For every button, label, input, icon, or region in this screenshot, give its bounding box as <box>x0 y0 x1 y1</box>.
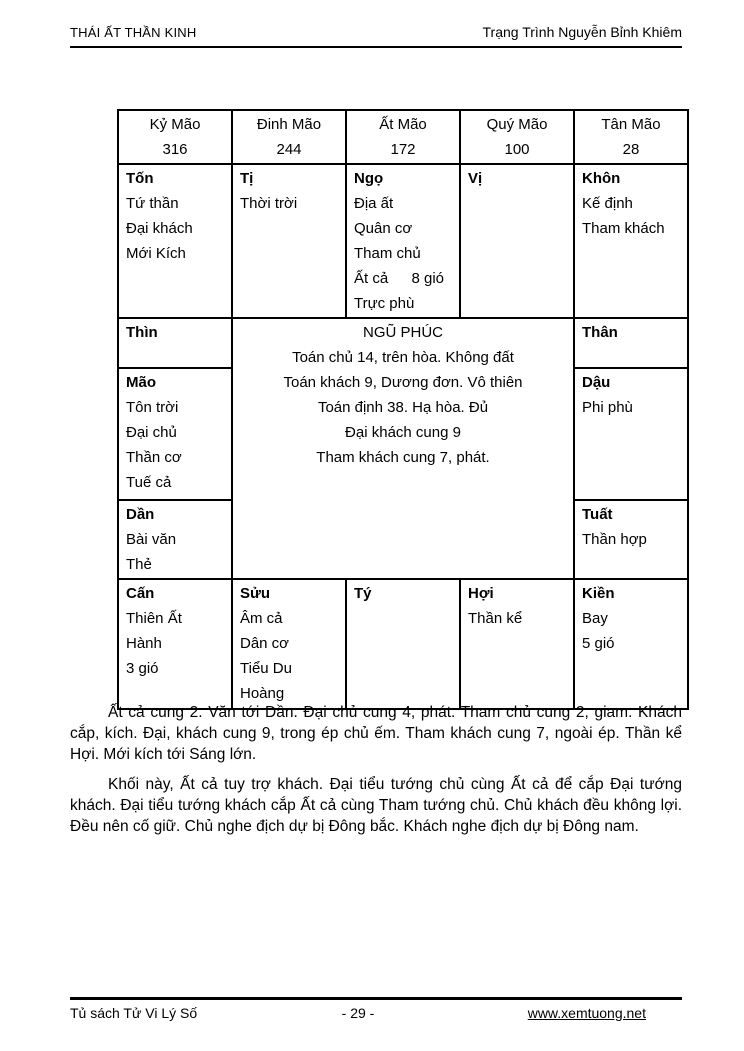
center-line: Toán khách 9, Dương đơn. Vô thiên <box>283 374 523 391</box>
palace-cell-kien <box>574 579 688 709</box>
palace-label: Tốn <box>126 170 154 187</box>
palace-cell-can <box>118 579 232 709</box>
palace-line: Phi phù <box>582 399 633 416</box>
palace-line: Tôn trời <box>126 399 179 416</box>
palace-label: Dần <box>126 506 155 523</box>
page-header <box>70 24 682 48</box>
palace-line: Đại chủ <box>126 424 177 441</box>
palace-label: Tuất <box>582 506 613 523</box>
palace-line: Bay <box>582 610 608 627</box>
palace-line: Tham khách <box>582 220 665 237</box>
website-link[interactable]: www.xemtuong.net <box>527 1005 646 1021</box>
year-name: Ất Mão <box>379 116 427 133</box>
palace-line: Kế định <box>582 195 633 212</box>
palace-line: Tuế cả <box>126 474 172 491</box>
year-number: 316 <box>162 141 188 158</box>
palace-line-right: 8 gió <box>411 270 444 287</box>
palace-label: Vị <box>468 170 483 187</box>
year-number: 28 <box>622 141 640 158</box>
year-name: Đinh Mão <box>256 116 322 133</box>
palace-line: Dân cơ <box>240 635 290 652</box>
palace-line: Địa ất <box>354 195 394 212</box>
palace-line: Thời trời <box>240 195 298 212</box>
year-name: Quý Mão <box>486 116 548 133</box>
center-title: NGŨ PHÚC <box>362 324 443 341</box>
commentary-paragraph: Khối này, Ất cả tuy trợ khách. Đại tiểu tướng chủ cùng Ất cả để cắp Đại tướng khách. Đại tiểu tướng khách cắp Ất cả cùng Tham tướng chủ. Chủ khách đều không lợi. Đều nên cố giữ. Chủ nghe địch dự bị Đông bắc. Khách nghe địch dự bị Đông nam. <box>70 776 682 835</box>
palace-cell-mao <box>118 368 232 500</box>
center-line: Toán chủ 14, trên hòa. Không đất <box>292 349 514 366</box>
palace-line: Quân cơ <box>354 220 413 237</box>
year-number: 172 <box>390 141 416 158</box>
palace-line: 3 gió <box>126 660 159 677</box>
palace-label: Ngọ <box>354 170 384 187</box>
palace-cell-ton <box>118 164 232 318</box>
palace-cell-ti <box>232 164 346 318</box>
palace-row-thin-than <box>118 318 688 368</box>
palace-cell-dau <box>574 368 688 500</box>
commentary-paragraph: Ất cả cung 2. Văn tới Dần. Đại chủ cung 4, phát. Tham chủ cung 2, giam. Khách cắp, kích. Đại, khách cung 9, trong ép chủ ếm. Tham khách cung 7, ngoài ép. Thần kể Hợi. Mới kích tới Sáng lớn. <box>70 704 682 763</box>
commentary-section <box>70 702 682 846</box>
palace-line: Tứ thần <box>126 195 179 212</box>
palace-cell-tuat <box>574 500 688 579</box>
year-number: 244 <box>276 141 302 158</box>
palace-cell-dan <box>118 500 232 579</box>
palace-line: Thần hợp <box>582 531 647 548</box>
palace-cell-ty <box>346 579 460 709</box>
book-title: THÁI ẤT THẦN KINH <box>70 25 197 40</box>
year-cell-at-mao <box>346 110 460 164</box>
year-cell-tan-mao <box>574 110 688 164</box>
palace-line: Tiểu Du <box>240 660 292 677</box>
center-line: Toán định 38. Hạ hòa. Đủ <box>317 399 489 416</box>
palace-label: Thìn <box>126 324 158 341</box>
palace-label: Mão <box>126 374 156 391</box>
palace-line: Âm cả <box>240 610 283 627</box>
palace-label: Khôn <box>582 170 621 187</box>
palace-line-split <box>354 266 452 291</box>
thai-at-chart-table <box>117 109 689 710</box>
palace-label: Thân <box>582 324 618 341</box>
palace-line: Hành <box>126 635 162 652</box>
year-number: 100 <box>504 141 530 158</box>
palace-cell-thin <box>118 318 232 368</box>
palace-line: Thần kể <box>468 610 523 627</box>
year-header-row <box>118 110 688 164</box>
palace-line: 5 gió <box>582 635 615 652</box>
palace-label: Sửu <box>240 585 271 602</box>
palace-cell-ngo <box>346 164 460 318</box>
page-number: - 29 - <box>341 1005 375 1021</box>
palace-line: Thần cơ <box>126 449 182 466</box>
palace-cell-khon <box>574 164 688 318</box>
center-line: Tham khách cung 7, phát. <box>316 449 490 466</box>
palace-line: Tham chủ <box>354 245 421 262</box>
palace-label: Dậu <box>582 374 611 391</box>
palace-row-top <box>118 164 688 318</box>
palace-line: Mới Kích <box>126 245 186 262</box>
year-cell-ky-mao <box>118 110 232 164</box>
palace-label: Tý <box>354 585 372 602</box>
palace-line: Trực phù <box>354 295 415 312</box>
palace-cell-suu <box>232 579 346 709</box>
palace-row-bottom <box>118 579 688 709</box>
palace-label: Kiền <box>582 585 615 602</box>
year-cell-quy-mao <box>460 110 574 164</box>
year-name: Kỷ Mão <box>149 116 201 133</box>
palace-line: Đại khách <box>126 220 193 237</box>
center-summary-cell <box>232 318 574 579</box>
series-title: Tủ sách Tử Vi Lý Số <box>70 1005 198 1021</box>
palace-line: Bài văn <box>126 531 177 548</box>
author-name: Trạng Trình Nguyễn Bỉnh Khiêm <box>482 24 682 40</box>
palace-line: Thiên Ất <box>126 610 182 627</box>
page-footer <box>70 997 682 1021</box>
palace-cell-hoi <box>460 579 574 709</box>
palace-cell-vi <box>460 164 574 318</box>
palace-label: Cấn <box>126 585 155 602</box>
palace-label: Tị <box>240 170 254 187</box>
center-line: Đại khách cung 9 <box>345 424 461 441</box>
palace-line: Hoàng <box>240 685 285 702</box>
year-cell-dinh-mao <box>232 110 346 164</box>
palace-label: Hợi <box>468 585 494 602</box>
palace-line-left: Ất cả <box>354 270 389 287</box>
year-name: Tân Mão <box>601 116 661 133</box>
palace-line: Thẻ <box>126 556 152 573</box>
palace-cell-than <box>574 318 688 368</box>
